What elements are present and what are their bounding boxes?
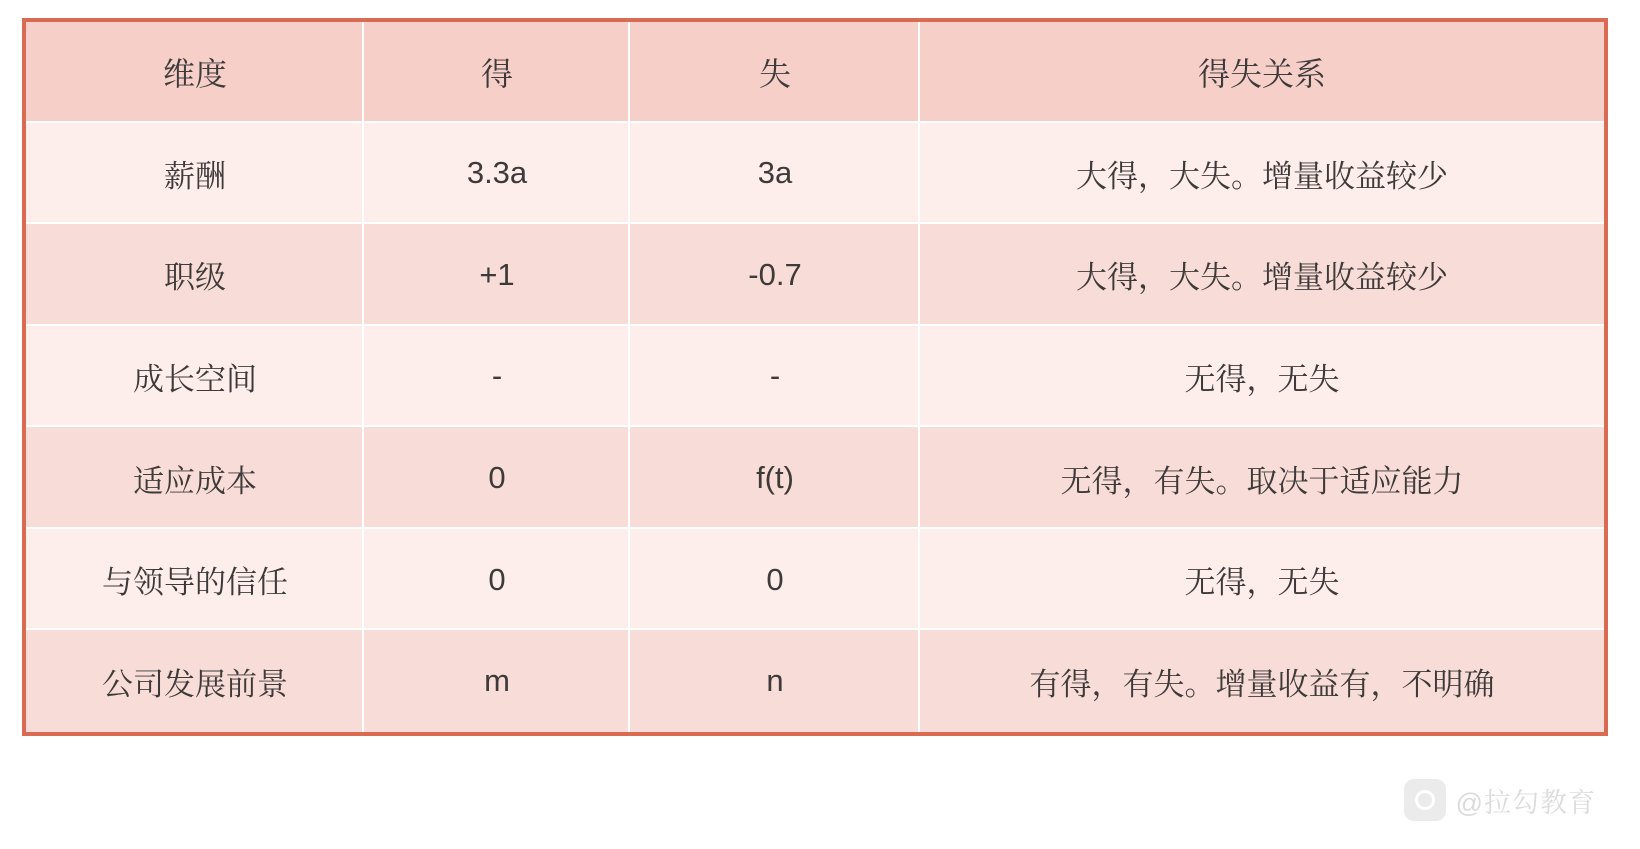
cell-gain: 0 (364, 529, 630, 631)
cell-relation: 无得，无失 (920, 529, 1604, 631)
cell-loss: f(t) (630, 427, 920, 529)
watermark (1404, 779, 1596, 821)
watermark-text: @拉勾教育 (1455, 787, 1596, 818)
cell-dimension: 与领导的信任 (26, 529, 364, 631)
header-cell-loss: 失 (630, 22, 920, 123)
cell-relation: 无得，无失 (920, 326, 1604, 428)
cell-loss: 3a (630, 123, 920, 225)
cell-gain: - (364, 326, 630, 428)
cell-relation: 有得，有失。增量收益有，不明确 (920, 630, 1604, 732)
cell-dimension: 职级 (26, 224, 364, 326)
cell-loss: - (630, 326, 920, 428)
cell-loss: 0 (630, 529, 920, 631)
cell-loss: -0.7 (630, 224, 920, 326)
table-row (26, 224, 1604, 326)
header-cell-gain: 得 (364, 22, 630, 123)
cell-relation: 无得，有失。取决于适应能力 (920, 427, 1604, 529)
table-row (26, 427, 1604, 529)
cell-relation: 大得，大失。增量收益较少 (920, 224, 1604, 326)
cell-gain: m (364, 630, 630, 732)
cell-loss: n (630, 630, 920, 732)
cell-dimension: 适应成本 (26, 427, 364, 529)
cell-gain: 3.3a (364, 123, 630, 225)
table-row (26, 630, 1604, 732)
watermark-logo-icon (1404, 779, 1446, 821)
cell-gain: +1 (364, 224, 630, 326)
table-row (26, 123, 1604, 225)
cell-relation: 大得，大失。增量收益较少 (920, 123, 1604, 225)
cell-gain: 0 (364, 427, 630, 529)
table-row (26, 326, 1604, 428)
gains-losses-table-frame (22, 18, 1608, 736)
header-cell-relation: 得失关系 (920, 22, 1604, 123)
table-header-row (26, 22, 1604, 123)
header-cell-dimension: 维度 (26, 22, 364, 123)
gains-losses-table (26, 22, 1604, 732)
cell-dimension: 公司发展前景 (26, 630, 364, 732)
cell-dimension: 薪酬 (26, 123, 364, 225)
cell-dimension: 成长空间 (26, 326, 364, 428)
table-row (26, 529, 1604, 631)
